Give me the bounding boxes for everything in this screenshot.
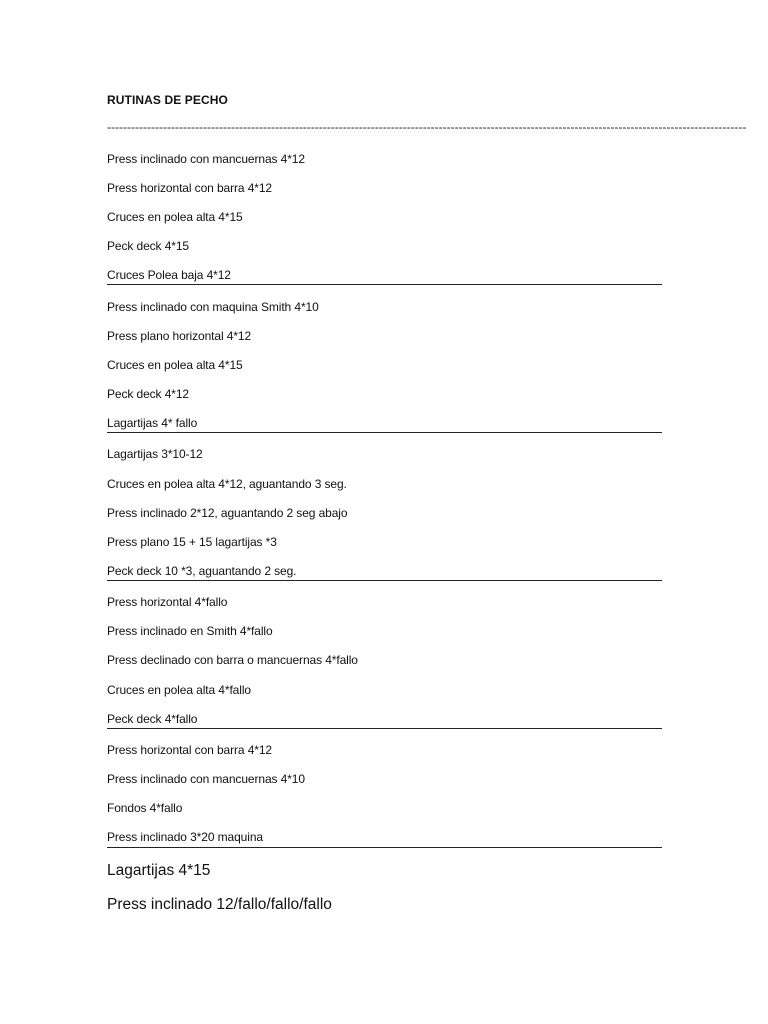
exercise-line: Lagartijas 4* fallo <box>107 416 198 430</box>
exercise-line: Press plano horizontal 4*12 <box>107 329 252 343</box>
exercise-line: Peck deck 10 *3, aguantando 2 seg. <box>107 564 297 578</box>
section-divider <box>107 432 662 433</box>
exercise-line: Press inclinado 2*12, aguantando 2 seg abajo <box>107 506 348 520</box>
exercise-line: Press plano 15 + 15 lagartijas *3 <box>107 535 277 549</box>
exercise-line: Cruces en polea alta 4*fallo <box>107 683 251 697</box>
exercise-line-large: Lagartijas 4*15 <box>107 862 211 879</box>
exercise-line: Cruces Polea baja 4*12 <box>107 268 231 282</box>
exercise-line: Cruces en polea alta 4*15 <box>107 210 243 224</box>
exercise-line: Press horizontal con barra 4*12 <box>107 181 272 195</box>
dashed-separator: ---------------------------------------------------------------------------------------------------------------------------------------------------------------- <box>107 120 747 134</box>
exercise-line: Peck deck 4*15 <box>107 239 189 253</box>
section-divider <box>107 847 662 848</box>
exercise-line: Cruces en polea alta 4*15 <box>107 358 243 372</box>
section-divider <box>107 580 662 581</box>
exercise-line-large: Press inclinado 12/fallo/fallo/fallo <box>107 896 332 913</box>
exercise-line: Lagartijas 3*10-12 <box>107 447 203 461</box>
exercise-line: Press declinado con barra o mancuernas 4*fallo <box>107 653 358 667</box>
section-divider <box>107 284 662 285</box>
section-divider <box>107 728 662 729</box>
exercise-line: Fondos 4*fallo <box>107 801 183 815</box>
exercise-line: Press inclinado con mancuernas 4*10 <box>107 772 305 786</box>
exercise-line: Press horizontal 4*fallo <box>107 595 228 609</box>
exercise-line: Press inclinado con maquina Smith 4*10 <box>107 300 319 314</box>
exercise-line: Press inclinado en Smith 4*fallo <box>107 624 273 638</box>
document-title: RUTINAS DE PECHO <box>107 93 228 107</box>
exercise-line: Press inclinado 3*20 maquina <box>107 830 263 844</box>
exercise-line: Press horizontal con barra 4*12 <box>107 743 272 757</box>
exercise-line: Press inclinado con mancuernas 4*12 <box>107 152 305 166</box>
exercise-line: Cruces en polea alta 4*12, aguantando 3 seg. <box>107 477 347 491</box>
exercise-line: Peck deck 4*fallo <box>107 712 198 726</box>
exercise-line: Peck deck 4*12 <box>107 387 189 401</box>
